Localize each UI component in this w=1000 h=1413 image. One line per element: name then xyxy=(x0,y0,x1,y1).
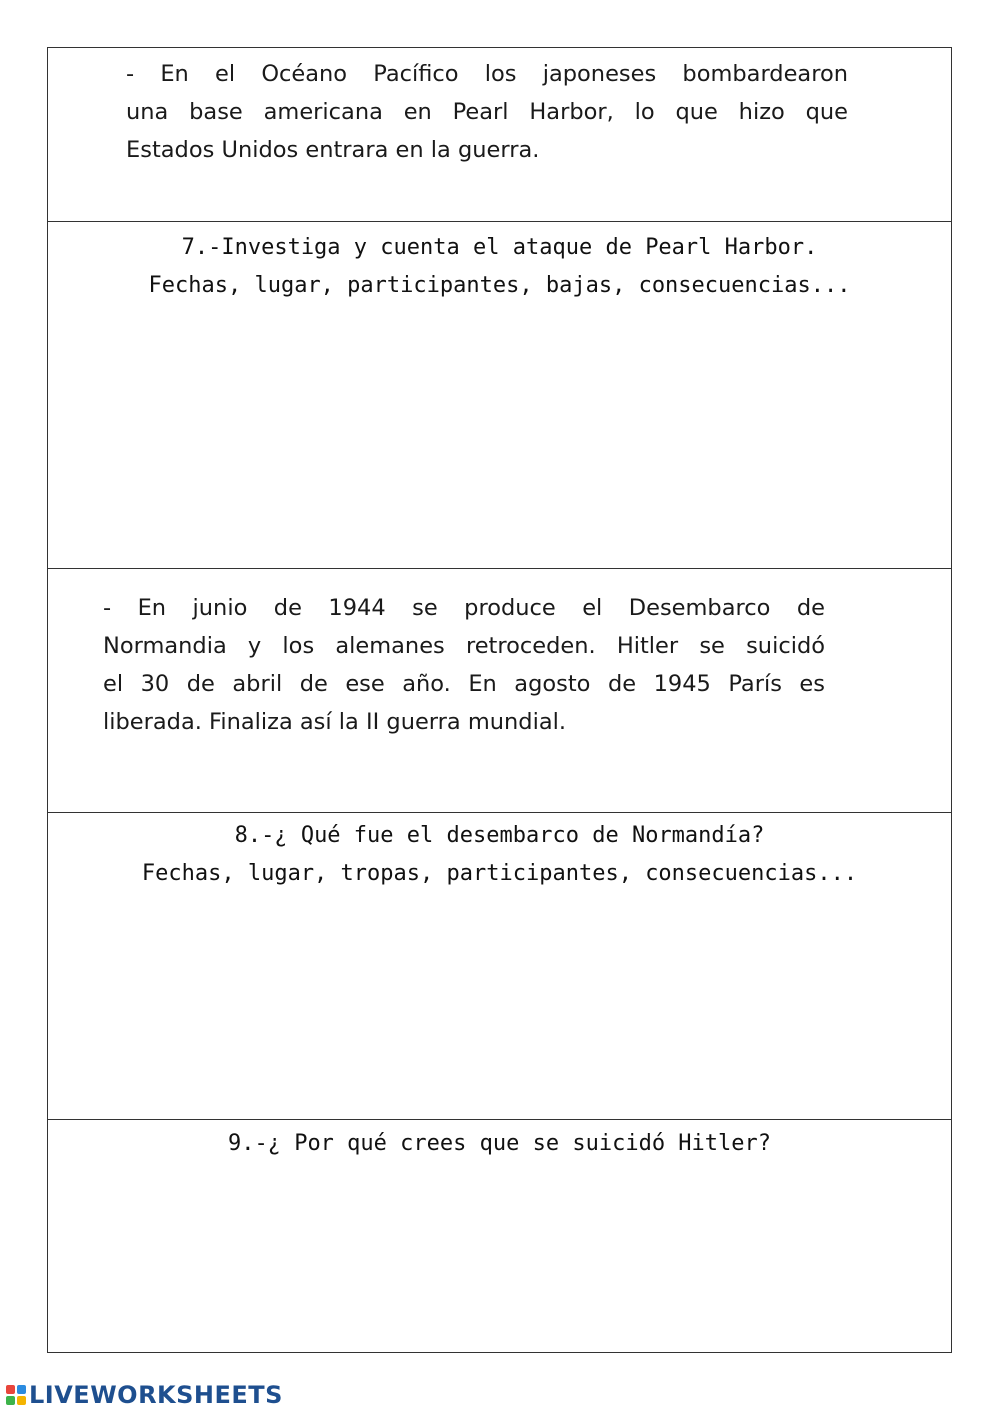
question-line: Fechas, lugar, tropas, participantes, consecuencias... xyxy=(141,861,858,886)
info-line: una base americana en Pearl Harbor, lo que hizo que xyxy=(126,99,848,125)
brand-name: LIVEWORKSHEETS xyxy=(29,1381,283,1409)
info-row-pearl-harbor xyxy=(48,48,951,222)
info-line: liberada. Finaliza así la II guerra mundial. xyxy=(103,709,567,735)
info-text-pearl-harbor xyxy=(126,55,848,169)
worksheet-table xyxy=(47,47,952,1353)
info-line: el 30 de abril de ese año. En agosto de 1945 París es xyxy=(103,671,825,697)
answer-area-question-7[interactable] xyxy=(48,312,951,568)
question-7-prompt xyxy=(48,229,951,305)
question-8-prompt xyxy=(48,817,951,893)
info-line: Estados Unidos entrara en la guerra. xyxy=(126,137,540,163)
question-row-8 xyxy=(48,813,951,1120)
liveworksheets-logo-icon xyxy=(6,1385,26,1405)
question-row-9 xyxy=(48,1120,951,1354)
info-line: - En el Océano Pacífico los japoneses bombardearon xyxy=(126,61,848,87)
info-text-normandy xyxy=(103,589,825,741)
answer-area-question-9[interactable] xyxy=(48,1172,951,1354)
info-line: - En junio de 1944 se produce el Desembarco de xyxy=(103,595,825,621)
logo-block xyxy=(6,1396,15,1405)
question-row-7 xyxy=(48,222,951,569)
info-line: Normandia y los alemanes retroceden. Hitler se suicidó xyxy=(103,633,825,659)
info-row-normandy xyxy=(48,569,951,813)
question-line: Fechas, lugar, participantes, bajas, consecuencias... xyxy=(148,273,851,298)
logo-block xyxy=(6,1385,15,1394)
logo-block xyxy=(17,1385,26,1394)
question-line: 8.-¿ Qué fue el desembarco de Normandía? xyxy=(234,823,765,848)
logo-block xyxy=(17,1396,26,1405)
question-9-prompt xyxy=(48,1125,951,1163)
question-line: 7.-Investiga y cuenta el ataque de Pearl Harbor. xyxy=(181,235,818,260)
liveworksheets-brand[interactable] xyxy=(6,1381,283,1409)
answer-area-question-8[interactable] xyxy=(48,903,951,1119)
question-line: 9.-¿ Por qué crees que se suicidó Hitler? xyxy=(227,1131,772,1156)
